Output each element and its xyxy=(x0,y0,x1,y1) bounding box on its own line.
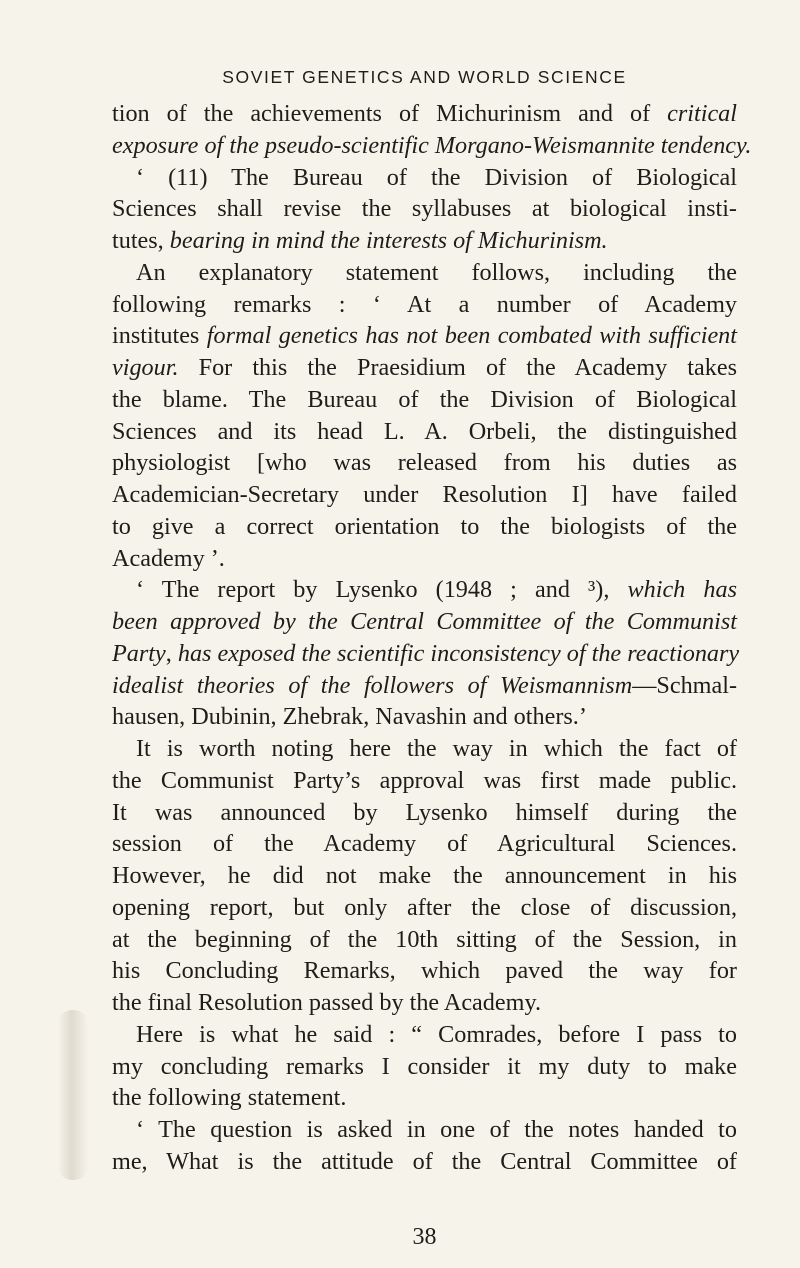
text-run: to give a correct orientation to the biologists of the xyxy=(112,512,737,540)
text-line xyxy=(112,1146,737,1178)
text-run: , xyxy=(165,639,178,667)
italic-text: bearing in mind the interests of Michurinism. xyxy=(169,227,608,254)
text-line xyxy=(112,98,737,130)
text-line xyxy=(112,638,740,670)
text-line xyxy=(112,511,737,543)
text-line xyxy=(112,384,737,416)
text-run: tutes, xyxy=(112,227,170,254)
text-run: tion of the achievements of Michurinism and of xyxy=(112,100,668,127)
text-line xyxy=(112,1019,737,1051)
body-text xyxy=(112,98,752,1178)
text-line xyxy=(112,447,737,479)
text-run: physiologist [who was released from his duties as xyxy=(112,449,737,477)
text-line xyxy=(112,1051,737,1083)
italic-text: Party xyxy=(112,639,166,667)
italic-text: has exposed the scientific inconsistency of the reactionary xyxy=(177,639,740,667)
text-line xyxy=(112,701,737,733)
italic-text: which has xyxy=(627,576,737,604)
text-line xyxy=(112,987,737,1019)
text-run: Academy ’. xyxy=(112,544,225,572)
text-run: his Concluding Remarks, which paved the way for xyxy=(112,957,737,985)
text-run: Sciences shall revise the syllabuses at biological insti- xyxy=(112,195,737,223)
text-line xyxy=(112,543,737,575)
text-line xyxy=(112,479,737,511)
text-line xyxy=(112,828,737,860)
text-run: me, What is the attitude of the Central Committee of xyxy=(112,1147,737,1175)
text-run: However, he did not make the announcement in his xyxy=(112,862,737,889)
text-run: ‘ (11) The Bureau of the Division of Biological xyxy=(136,163,737,191)
running-head: SOVIET GENETICS AND WORLD SCIENCE xyxy=(222,67,627,87)
italic-text: critical xyxy=(667,100,737,127)
text-run: at the beginning of the 10th sitting of the Session, in xyxy=(112,925,737,953)
text-line xyxy=(112,225,737,257)
text-run: Here is what he said : “ Comrades, before I pass to xyxy=(136,1020,737,1048)
text-run: session of the Academy of Agricultural Sciences. xyxy=(112,830,737,858)
text-run: hausen, Dubinin, Zhebrak, Navashin and others.’ xyxy=(112,703,587,731)
text-line xyxy=(112,924,737,956)
text-line xyxy=(112,670,737,702)
text-line xyxy=(112,320,737,352)
text-run: the blame. The Bureau of the Division of Biological xyxy=(112,385,737,413)
text-line xyxy=(112,860,737,892)
text-run: —Schmal- xyxy=(632,671,737,699)
text-line xyxy=(112,733,737,765)
text-line xyxy=(112,352,737,384)
text-run: following remarks : ‘ At a number of Academy xyxy=(112,290,737,318)
text-run: Academician-Secretary under Resolution I] have failed xyxy=(112,481,737,508)
italic-text: been approved by the Central Committee of the Communist xyxy=(112,608,737,635)
text-run: ‘ The report by Lysenko (1948 ; and ³), xyxy=(136,576,628,604)
text-line xyxy=(112,193,737,225)
text-run: ‘ The question is asked in one of the notes handed to xyxy=(136,1116,737,1143)
page-number: 38 xyxy=(412,1224,437,1250)
text-run: It is worth noting here the way in which the fact of xyxy=(136,735,737,762)
text-run: Sciences and its head L. A. Orbeli, the distinguished xyxy=(112,417,737,445)
text-run: the following statement. xyxy=(112,1084,347,1112)
text-run: opening report, but only after the close of discussion, xyxy=(112,893,737,921)
text-run: For this the Praesidium of the Academy takes xyxy=(178,354,737,381)
text-line xyxy=(112,289,737,321)
book-page xyxy=(112,62,752,1250)
text-run: institutes xyxy=(112,322,207,350)
italic-text: idealist theories of the followers of Weismannism xyxy=(112,671,633,699)
italic-text: exposure of the pseudo-scientific Morgano-Weismannite tendency. xyxy=(112,131,752,159)
text-line xyxy=(112,1082,737,1114)
italic-text: formal genetics has not been combated with sufficient xyxy=(206,322,738,350)
text-line xyxy=(112,416,737,448)
text-run: the final Resolution passed by the Academy. xyxy=(112,989,542,1016)
text-line xyxy=(112,606,737,638)
page-smudge xyxy=(58,1010,88,1180)
text-line xyxy=(112,892,737,924)
text-line xyxy=(112,765,737,797)
text-run: the Communist Party’s approval was first made public. xyxy=(112,766,737,794)
text-run: It was announced by Lysenko himself during the xyxy=(112,798,737,826)
text-line xyxy=(112,162,737,194)
text-line xyxy=(112,130,752,162)
italic-text: vigour. xyxy=(112,354,179,381)
text-line xyxy=(112,257,737,289)
text-run: my concluding remarks I consider it my duty to make xyxy=(112,1052,737,1080)
text-line xyxy=(112,955,737,987)
text-line xyxy=(112,1114,737,1146)
text-run: An explanatory statement follows, including the xyxy=(136,258,737,286)
text-line xyxy=(112,797,737,829)
text-line xyxy=(112,574,737,606)
